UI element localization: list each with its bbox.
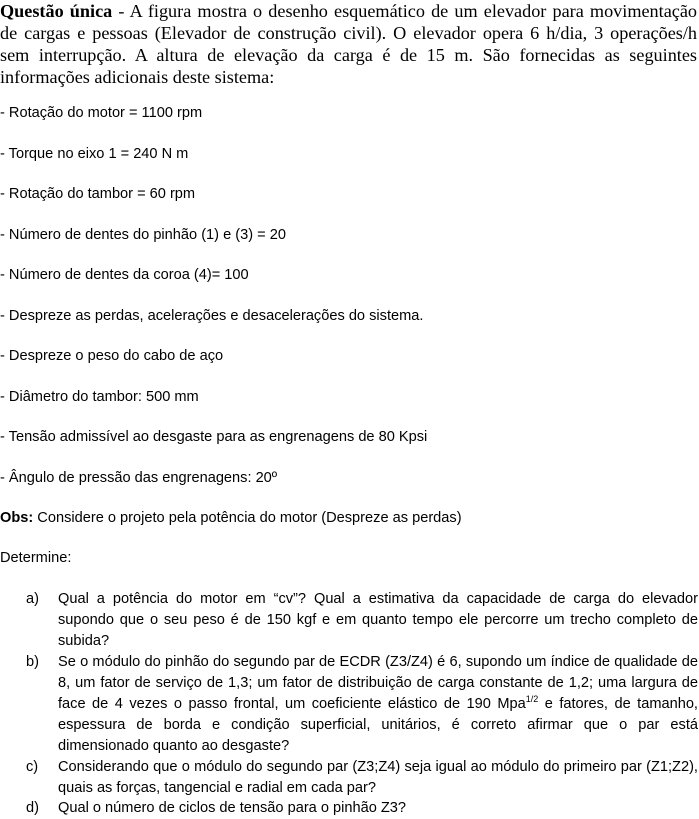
data-item-motor-rotation: - Rotação do motor = 1100 rpm <box>0 105 203 121</box>
item-text: Considerando que o módulo do segundo par (Z3;Z4) seja igual ao módulo do primeiro par (Z1;Z2), quais as forças, tangencial e radial em cada par? <box>58 759 698 796</box>
data-item-pressure-angle: - Ângulo de pressão das engrenagens: 20º <box>0 470 278 486</box>
item-text-superscript: 1/2 <box>525 694 539 704</box>
data-item-ignore-losses: - Despreze as perdas, acelerações e desacelerações do sistema. <box>0 308 424 324</box>
question-intro-text: - A figura mostra o desenho esquemático de um elevador para movimentação de cargas e pessoas (Elevador de construção civil). O elevador opera 6 h/dia, 3 operações/h sem interrupção. A altura de elevação da carga é de 15 m. São fornecidas as seguintes informações adicionais deste sistema: <box>0 1 698 87</box>
obs-note <box>0 510 462 526</box>
determine-label: Determine: <box>0 550 72 566</box>
item-label: d) <box>26 800 39 816</box>
item-text-part: e fatores, de tamanho, espessura de borda e condição superficial, unitários, é correto afirmar que o par está dimensionado quanto ao desgaste? <box>58 696 698 754</box>
item-text-part: Se o módulo do pinhão do segundo par de ECDR (Z3/Z4) é 6, supondo um índice de qualidade de 8, um fator de serviço de 1,3; um fator de distribuição de carga constante de 1,2; uma largura de face de 4 vezes o passo frontal, um coeficiente elástico de 190 Mpa <box>58 654 698 712</box>
data-item-drum-diameter: - Diâmetro do tambor: 500 mm <box>0 389 199 405</box>
question-title: Questão única <box>0 1 113 21</box>
data-item-pinion-teeth: - Número de dentes do pinhão (1) e (3) = 20 <box>0 227 286 243</box>
obs-text: Considere o projeto pela potência do motor (Despreze as perdas) <box>33 510 462 526</box>
data-item-shaft-torque: - Torque no eixo 1 = 240 N m <box>0 146 189 162</box>
data-item-allowable-stress: - Tensão admissível ao desgaste para as engrenagens de 80 Kpsi <box>0 429 428 445</box>
item-label: b) <box>26 654 39 670</box>
data-item-crown-teeth: - Número de dentes da coroa (4)= 100 <box>0 267 249 283</box>
item-label: a) <box>26 591 39 607</box>
data-item-drum-rotation: - Rotação do tambor = 60 rpm <box>0 186 196 202</box>
item-text <box>58 652 698 757</box>
data-item-ignore-cable-weight: - Despreze o peso do cabo de aço <box>0 348 224 364</box>
obs-label: Obs: <box>0 510 34 526</box>
item-label: c) <box>26 759 39 775</box>
item-text: Qual a potência do motor em “cv”? Qual a estimativa da capacidade de carga do elevador supondo que o seu peso é de 150 kgf e em quanto tempo ele percorre um trecho completo de subida? <box>58 591 698 649</box>
question-intro <box>0 0 697 88</box>
item-text: Qual o número de ciclos de tensão para o pinhão Z3? <box>58 800 407 816</box>
